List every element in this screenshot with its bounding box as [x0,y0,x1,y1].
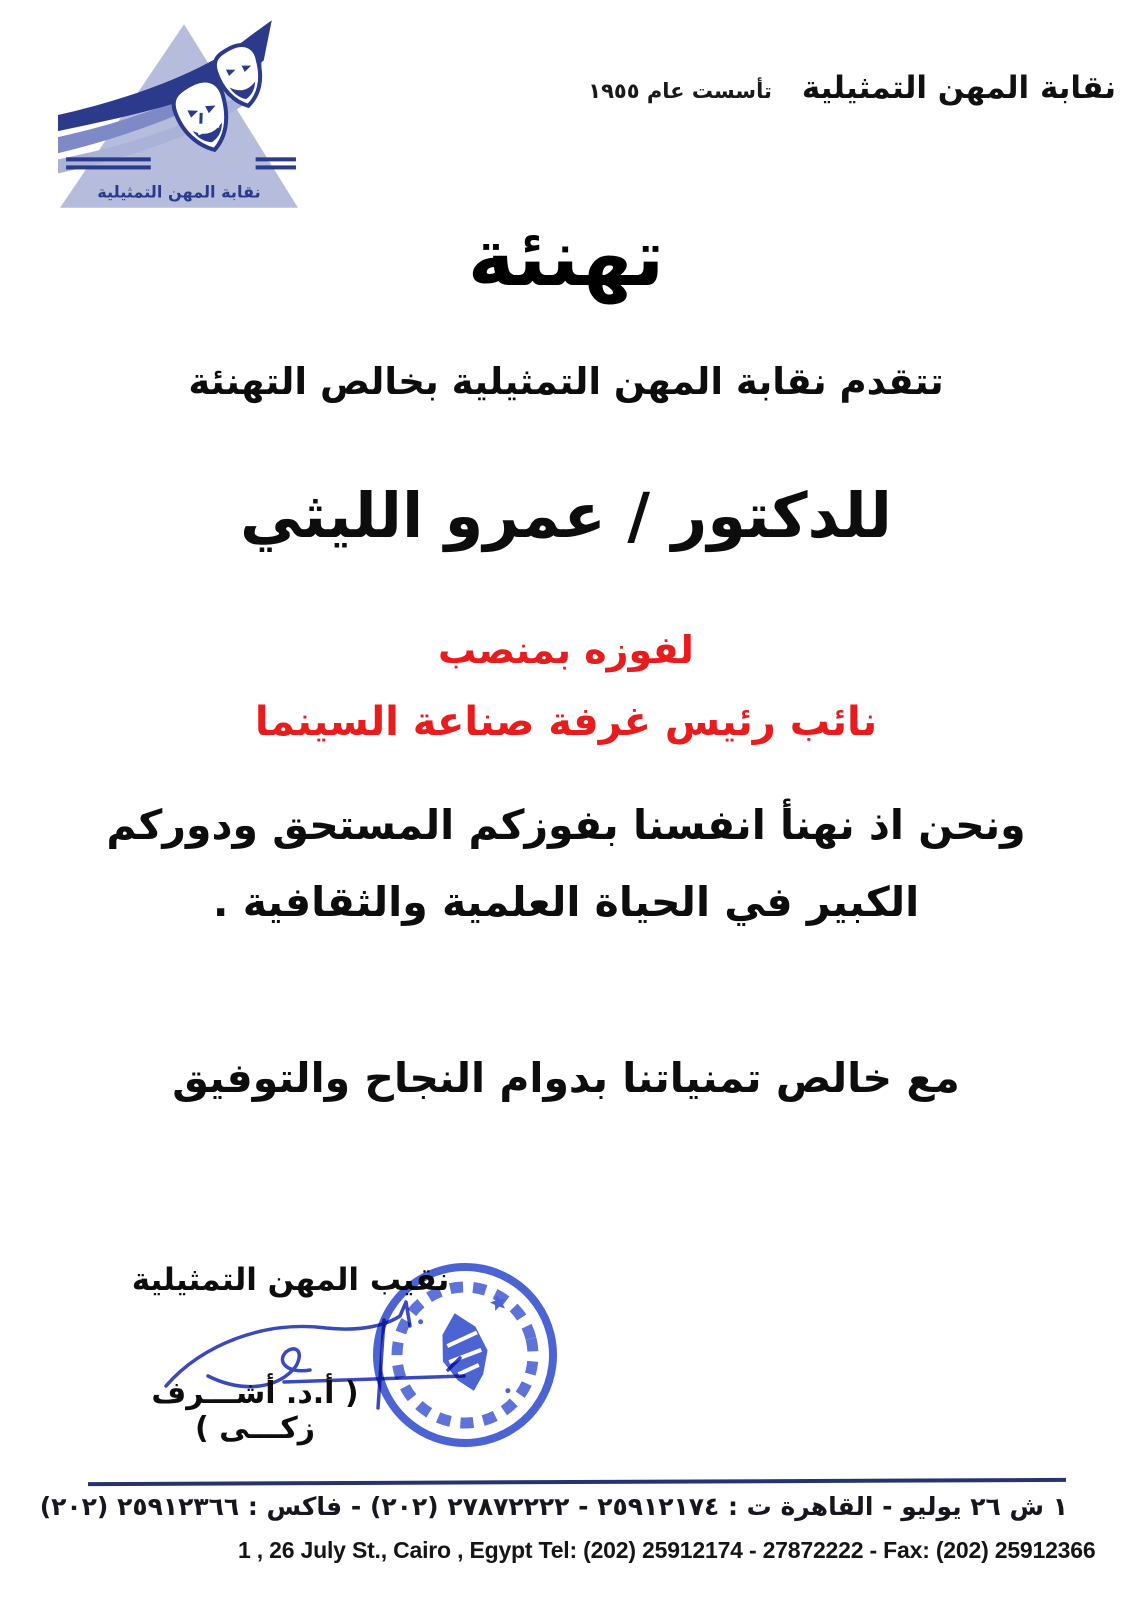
logo-caption: نقابة المهن التمثيلية [97,182,261,202]
logo-line [66,157,151,161]
logo-line [256,157,296,161]
intro-line: تتقدم نقابة المهن التمثيلية بخالص التهنئة [188,360,944,403]
recipient-name: للدكتور / عمرو الليثي [240,479,892,552]
title-calligraphy: تهنئة [467,211,665,304]
masthead-founded: تأسست عام ١٩٥٥ [588,79,772,103]
syndicate-logo [58,20,300,212]
signatory-title: نقيب المهن التمثيلية [131,1262,450,1298]
masthead [588,70,1116,106]
closing-line: مع خالص تمنياتنا بدوام النجاح والتوفيق [172,1054,960,1102]
masthead-org-name: نقابة المهن التمثيلية [801,70,1116,106]
signatory-name: ( أ.د. أشـــرف زكـــى ) [151,1376,359,1446]
official-stamp-icon [370,1260,560,1450]
body-line-1: ونحن اذ نهنأ انفسنا بفوزكم المستحق ودوركم [106,801,1026,849]
award-position-line: نائب رئيس غرفة صناعة السينما [254,699,878,745]
body-line-2: الكبير في الحياة العلمية والثقافية . [212,878,920,926]
footer-address-arabic: ١ ش ٢٦ يوليو - القاهرة ت : ٢٥٩١٢١٧٤ - ٢٧٨٧٢٢٢٢ (٢٠٢) - فاكس : ٢٥٩١٢٣٦٦ (٢٠٢) [39,1492,1068,1521]
logo-line [256,165,296,169]
footer-divider [88,1478,1066,1486]
logo-line [66,165,151,169]
footer-address-english: 1 , 26 July St., Cairo , Egypt Tel: (202) 25912174 - 27872222 - Fax: (202) 25912366 [238,1537,1096,1563]
award-lead-line: لفوزه بمنصب [438,628,694,672]
